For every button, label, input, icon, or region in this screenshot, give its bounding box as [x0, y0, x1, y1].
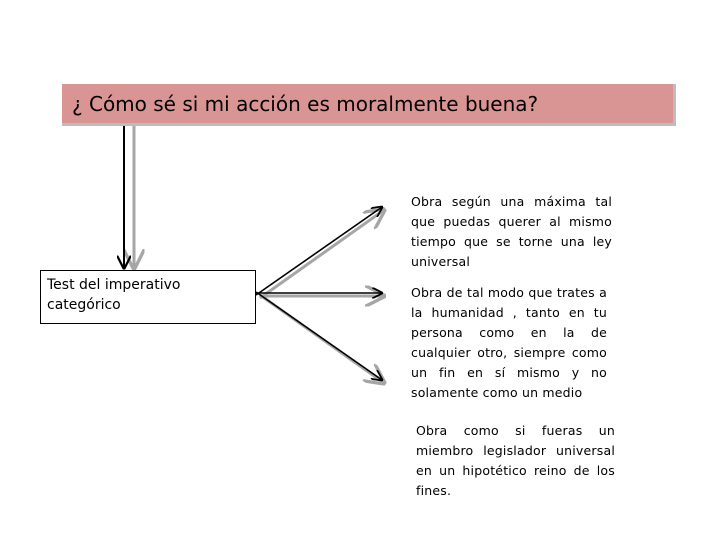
formulation-universal-law: Obra según una máxima tal que puedas querer al mismo tiempo que se torne una ley universal [411, 194, 612, 269]
branch-arrow-1-shadow [260, 210, 384, 298]
formulation-humanity: Obra de tal modo que trates a la humanidad , tanto en tu persona como en la de cualquier otro, siempre como un fin en sí mismo y no solamente como un medio [411, 285, 607, 400]
formulation-kingdom-of-ends: Obra como si fueras un miembro legislador universal en un hipotético reino de los fines. [416, 423, 615, 498]
branch-arrow-1 [256, 207, 382, 295]
imperative-test-box: Test del imperativo categórico [40, 270, 256, 324]
branch-arrow-3 [256, 292, 382, 380]
question-title: ¿ Cómo sé si mi acción es moralmente buena? [72, 92, 539, 116]
